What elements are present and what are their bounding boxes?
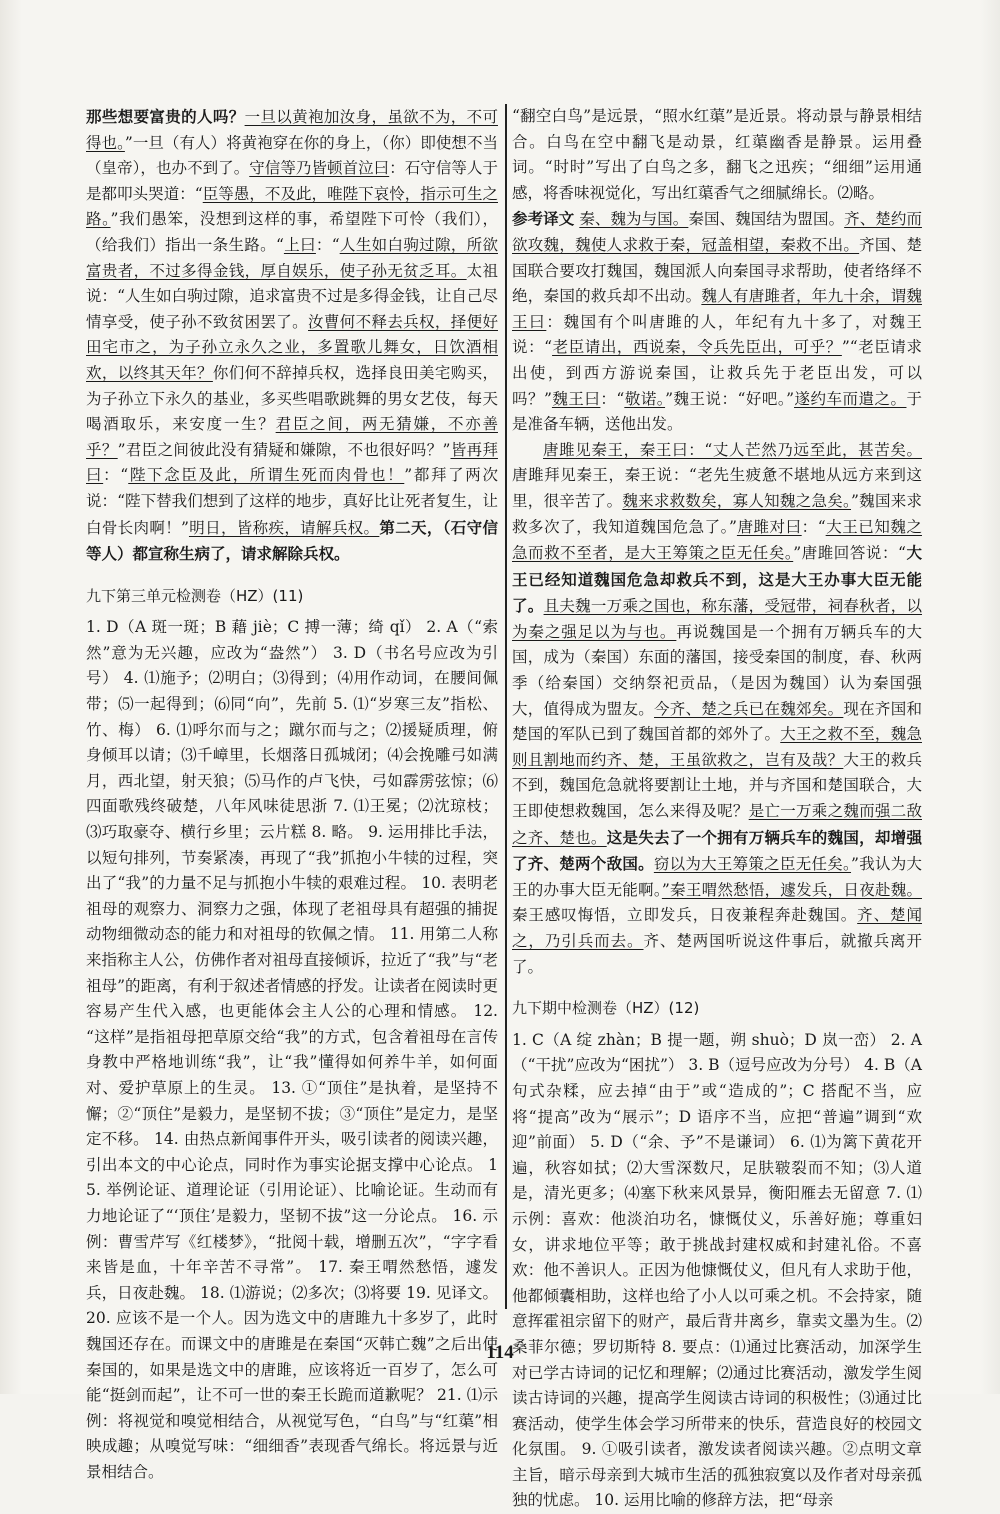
left-intro-segment: 守信等乃皆顿首泣曰: [249, 159, 390, 178]
songshi-translation-continued: [86, 104, 498, 568]
unit3-test-answers: 1. D（A 斑一斑；B 藉 jiè；C 搏一薄；绮 qǐ） 2. A（“索然”意为无兴趣，应改为“盎然”） 3. D（书名号应改为引号） 4. ⑴施予；⑵明白；⑶得到；⑷用作动词，在腰间佩带；⑸一起得到；⑹同“向”，先前 5. ⑴“岁寒三友”指松、竹、梅） 6. ⑴呼尔而与之；蹴尔而与之；⑵援疑质理，俯身倾耳以请；⑶千嶂里，长烟落日孤城闭；⑷会挽雕弓如满月，西北望，射天狼；⑸马作的卢飞快，弓如霹雳弦惊；⑹四面歌残终破楚，八年风味徒思浙 7. ⑴王冕；⑵沈琼枝；⑶巧取豪夺、横行乡里；云片糕 8. 略。 9. 运用排比手法，以短句排列，节奏紧凑，再现了“我”抓抱小牛犊的过程，突出了“我”的力量不足与抓抱小牛犊的艰难过程。 10. 表明老祖母的观察力、洞察力之强，体现了老祖母具有超强的捕捉动物细微动态的能力和对祖母的钦佩之情。 11. 用第二人称来指称主人公，仿佛作者对祖母直接倾诉，拉近了“我”与“老祖母”的距离，有利于叙述者情感的抒发。让读者在阅读时更容易产生代入感，也更能体会主人公的心理和情感。 12. “这样”是指祖母把草原交给“我”的方式，包含着祖母在言传身教中严格地训练“我”，让“我”懂得如何养牛羊，如何面对、爱护草原上的生灵。 13. ①“顶住”是执着，是坚持不懈；②“顶住”是毅力，是坚韧不拔；③“顶住”是定力，是坚定不移。 14. 由热点新闻事件开头，吸引读者的阅读兴趣，引出本文的中心论点，同时作为事实论据支撑中心论点。 15. 举例论证、道理论证（引用论证）、比喻论证。生动而有力地论证了“‘顶住’是毅力，坚韧不拔”这一分论点。 16. 示例：曹雪芹写《红楼梦》，“批阅十载，增删五次”，“字字看来皆是血，十年辛苦不寻常”。 17. 秦王喟然愁悟，遽发兵，日夜赴魏。 18. ⑴游说；⑵多次；⑶将要 19. 见译文。 20. 应该不是一个人。因为选文中的唐雎九十多岁了，此时魏国还存在。而课文中的唐雎是在秦国“灭韩亡魏”之后出使秦国的，如果是选文中的唐雎，应该将近一百岁了，怎么可能“挺剑而起”，让不可一世的秦王长跪而道歉呢？ 21. ⑴示例：将视觉和嗅觉相结合，从视觉写色，“白鸟”与“红蕖”相映成趣；从嗅觉写味：“细细香”表现香气绵长。将远景与近景相结合。: [86, 618, 498, 1481]
right-trans2-segment: 大王已经知道魏国危急却救兵不到，这是大王办事大臣无能了。: [512, 543, 922, 616]
right-trans2-segment: 窃以为大王筹策之臣无任矣。: [653, 855, 852, 874]
left-intro-segment: 君臣之间，两无猜嫌，不亦善乎？: [86, 415, 498, 459]
right-trans-segment: 于是准备车辆，送他出发。: [512, 389, 922, 434]
left-intro-segment: ：石守信等人于是都叩头哭道：“: [86, 159, 498, 203]
poem-analysis-continued: “翻空白鸟”是远景，“照水红蕖”是近景。将动景与静景相结合。白鸟在空中翻飞是动景，红蕖幽香是静景。运用叠词。“时时”写出了白鸟之多，翻飞之迅疾；“细细”运用通感，将香味视觉化，写出红蕖香气之细腻绵长。⑵略。: [512, 107, 922, 202]
left-intro-segment: ：“: [103, 466, 129, 485]
right-trans2-segment: ”唐雎回答说：“: [793, 544, 906, 563]
right-trans-segment: 秦、魏为与国。: [579, 210, 689, 229]
right-trans2-segment: 现在齐国和楚国的军队已到了魏国首都的郊外了。: [512, 699, 922, 744]
right-trans2-segment: 再说魏国是一个拥有万辆兵车的大国，成为（秦国）东面的藩国，接受秦国的制度，春、秋两季（给秦国）交纳祭祀贡品，（是因为魏国）认为秦国强大，值得成为盟友。: [512, 622, 922, 718]
left-intro-segment: 上曰: [283, 235, 316, 254]
right-trans2-segment: ：“: [801, 517, 826, 536]
left-intro-segment: ：“: [315, 235, 340, 254]
midterm-test-answers: 1. C（A 绽 zhàn；B 提一题，朔 shuò；D 岚一峦） 2. A（“干扰”应改为“困扰”） 3. B（逗号应改为分号） 4. B（A 句式杂糅，应去掉“由于”或“造成的”；C 搭配不当，应将“提高”改为“展示”；D 语序不当，应把“普遍”调到“欢迎”前面） 5. D（“余、予”不是谦词） 6. ⑴为篱下黄花开遍，秋容如拭；⑵大雪深数尺，足肤皲裂而不知；⑶人道是，清光更多；⑷塞下秋来风景异，衡阳雁去无留意 7. ⑴示例：喜欢：他淡泊功名，慷慨仗义，乐善好施；尊重妇女，讲求地位平等；敢于挑战封建权威和封建礼俗。不喜欢：他不善识人。正因为他慷慨仗义，但凡有人求助于他，他都倾囊相助，这样也给了小人以可乘之机。不会持家，随意挥霍祖宗留下的财产，最后背井离乡，靠卖文墨为生。⑵桑菲尔德；罗切斯特 8. 要点：⑴通过比赛活动，加深学生对已学古诗词的记忆和理解；⑵通过比赛活动，激发学生阅读古诗词的兴趣，提高学生阅读古诗词的积极性；⑶通过比赛活动，使学生体会学习所带来的快乐，营造良好的校园文化氛围。 9. ①吸引读者，激发读者阅读兴趣。②点明文章主旨，暗示母亲到大城市生活的孤独寂寞以及作者对母亲孤独的忧虑。 10. 运用比喻的修辞方法，把“母亲: [512, 1030, 922, 1510]
column-divider: [505, 104, 507, 1309]
midterm-test-title: 九下期中检测卷（HZ）(12): [512, 999, 700, 1018]
reference-translation-label: 参考译文: [512, 209, 575, 229]
right-trans2-segment: 唐雎见秦王，秦王曰：“丈人芒然乃远至此，甚苦矣。: [543, 440, 922, 459]
left-intro-segment: 你们何不辞掉兵权，选择良田美宅购买，为子孙立下永久的基业，多买些唱歌跳舞的男女艺伎，每天喝酒取乐，来安度一生？: [86, 363, 498, 434]
unit3-test-title: 九下第三单元检测卷（HZ）(11): [86, 586, 304, 605]
right-trans-segment: 敬诺。: [624, 389, 666, 408]
left-intro-segment: 汝曹何不释去兵权，择便好田宅市之，为子孙立永久之业，多置歌儿舞女，日饮酒相欢，以终其天年？: [86, 312, 498, 382]
left-intro-segment: 皆再拜曰: [86, 440, 498, 485]
right-trans2-segment: 是亡一万乘之魏而强二敌之齐、楚也。: [512, 802, 922, 847]
left-column: [86, 104, 498, 1485]
left-intro-segment: ”一旦（有人）将黄袍穿在你的身上，（你）即使想不当（皇帝），也办不到了。: [86, 133, 498, 178]
right-trans2-segment: 大王的救兵不到，魏国危急就将要割让土地，并与齐国和楚国联合，大王即使想救魏国，怎么来得及呢？: [512, 750, 922, 821]
right-trans-segment: ：魏国有个叫唐雎的人，年纪有九十多了，对魏王说：“: [512, 312, 922, 357]
right-trans-segment: 秦国、魏国结为盟国。: [688, 210, 845, 229]
left-intro-segment: ”都拜了两次说：“陛下替我们想到了这样的地步，真好比让死者复生，让白骨长肉啊！”: [86, 466, 498, 537]
right-trans-segment: ”魏王说：“好吧。”: [665, 389, 795, 408]
right-trans-segment: 齐、楚约而欲攻魏，魏使人求救于秦，冠盖相望，秦救不出。: [512, 210, 922, 254]
right-trans-segment: 遂约车而遣之。: [794, 389, 907, 408]
reference-translation-para2: [512, 438, 922, 980]
right-trans2-segment: ”魏国来求救多次了，我知道魏国危急了。”: [512, 491, 922, 536]
left-intro-segment: 第二天，（石守信等人）都宣称生病了，请求解除兵权。: [86, 517, 498, 564]
page-number: 114: [486, 1342, 514, 1363]
left-intro-segment: 一旦以黄袍加汝身，虽欲不为，不可得也。: [86, 108, 498, 152]
right-trans2-segment: 齐、楚两国听说这件事后，就撤兵离开了。: [512, 932, 922, 976]
right-trans2-segment: 今齐、楚之兵已在魏郊矣。: [654, 699, 844, 718]
right-trans2-segment: 魏来求救数矣，寡人知魏之急矣。: [622, 491, 851, 510]
right-trans-segment: 魏人有唐雎者，年九十余，谓魏王曰: [512, 287, 922, 331]
right-trans2-segment: ”秦王喟然愁悟，遽发兵，日夜赴魏。: [661, 880, 922, 899]
right-trans2-segment: 大王之救不至，魏急则且割地而约齐、楚，王虽欲救之，岂有及哉？: [512, 725, 922, 769]
right-trans2-segment: ”我认为大王的办事大臣无能啊。: [512, 855, 922, 899]
reference-translation-para1: [512, 206, 922, 437]
right-trans2-segment: 秦王感叹悔悟，立即发兵，日夜兼程奔赴魏国。: [512, 906, 858, 925]
reference-translation-text: [512, 210, 922, 433]
right-trans-segment: 齐国、楚国联合要攻打魏国，魏国派人向秦国寻求帮助，使者络绎不绝，秦国的救兵却不出动。: [512, 235, 922, 306]
right-trans2-segment: 这是失去了一个拥有万辆兵车的魏国，却增强了齐、楚两个敌国。: [512, 827, 922, 874]
right-trans2-segment: 大王已知魏之急而救不至者，是大王筹策之臣无任矣。: [512, 517, 922, 563]
left-intro-segment: 陛下念臣及此，所谓生死而肉骨也！: [128, 466, 405, 485]
left-intro-segment: ”君臣之间彼此没有猜疑和嫌隙，不也很好吗？”: [117, 440, 451, 459]
right-trans-segment: 老臣请出，西说秦，令兵先臣出，可乎？: [552, 338, 842, 357]
left-intro-segment: 臣等愚，不及此，唯陛下哀怜，指示可生之路。: [86, 184, 498, 229]
left-intro-segment: ”我们愚笨，没想到这样的事，希望陛下可怜（我们），（给我们）指出一条生路。“: [86, 210, 498, 254]
right-trans2-segment: 唐雎对曰: [736, 517, 802, 536]
right-column: [512, 104, 922, 1514]
left-intro-segment: 那些想要富贵的人吗？: [86, 107, 245, 126]
right-trans-segment: ”“老臣请求出使，到西方游说秦国，让救兵先于老臣出发，可以吗？”: [512, 338, 922, 408]
right-trans-segment: ：“: [600, 389, 625, 408]
left-intro-segment: 明日，皆称疾，请解兵权。: [188, 518, 380, 537]
right-trans2-segment: 齐、楚闻之，乃引兵而去。: [512, 906, 922, 950]
right-trans-segment: 魏王曰: [551, 389, 601, 408]
left-intro-segment: 太祖说：“人生如白驹过隙，追求富贵不过是多得金钱，让自己尽情享受，使子孙不致贫困罢了。: [86, 261, 498, 331]
right-trans2-segment: 且夫魏一万乘之国也，称东藩，受冠带，祠春秋者，以为秦之强足以为与也。: [512, 597, 922, 641]
right-trans2-segment: 唐雎拜见秦王，秦王说：“老先生疲惫不堪地从远方来到这里，很辛苦了。: [512, 466, 922, 510]
left-intro-segment: 人生如白驹过隙，所欲富贵者，不过多得金钱，厚自娱乐，使子孙无贫乏耳。: [86, 235, 498, 280]
